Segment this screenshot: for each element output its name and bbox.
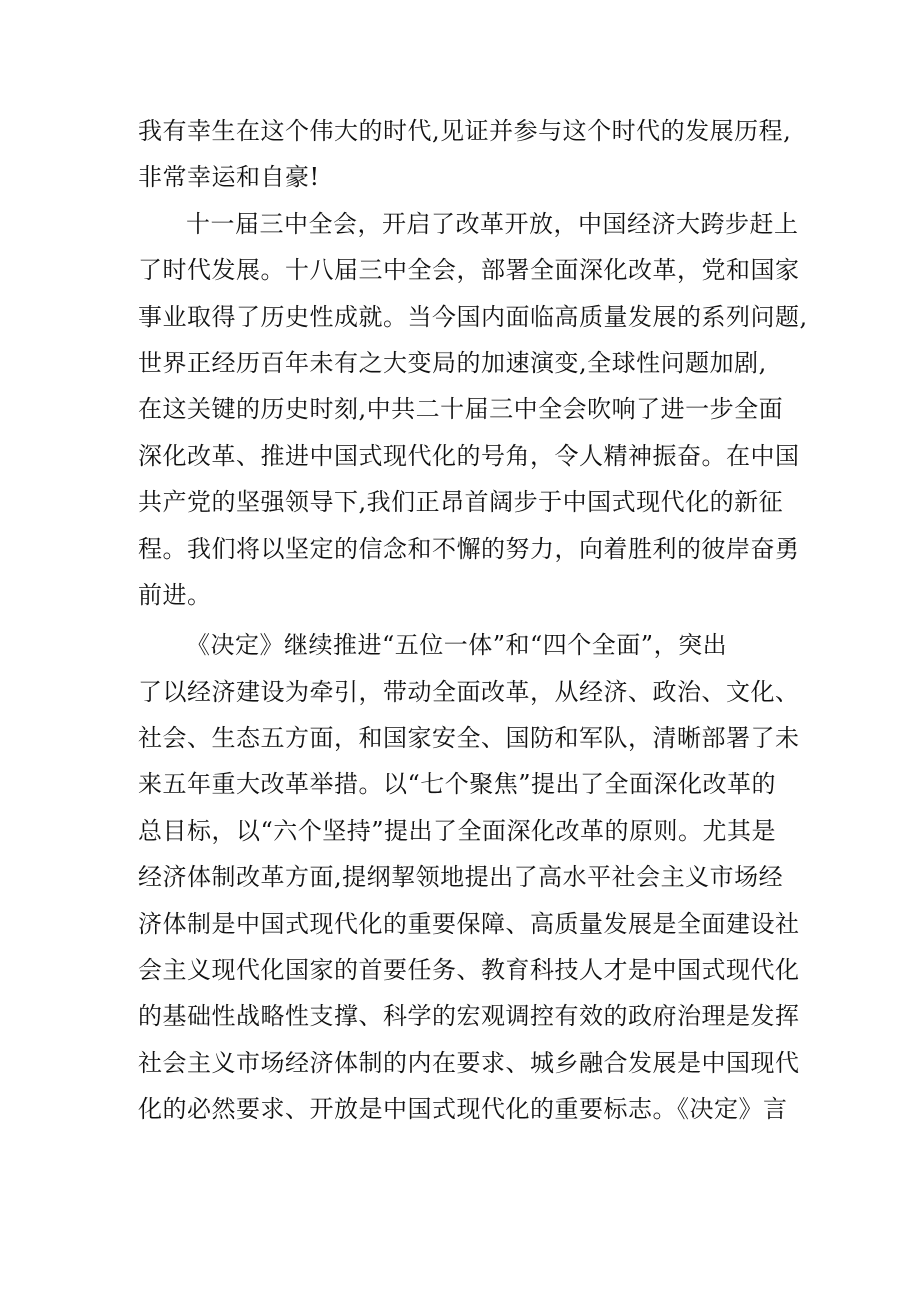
text-line: 深化改革、推进中国式现代化的号角，令人精神振奋。在中国: [138, 441, 800, 470]
text-line: 社会主义市场经济体制的内在要求、城乡融合发展是中国现代: [138, 1048, 800, 1077]
text-line: 总目标，以“六个坚持”提出了全面深化改革的原则。尤其是: [138, 816, 777, 845]
text-line: 我有幸生在这个伟大的时代,见证并参与这个时代的发展历程,: [138, 117, 792, 145]
text-line: 程。我们将以坚定的信念和不懈的努力，向着胜利的彼岸奋勇: [138, 534, 800, 563]
document-body: [138, 108, 808, 1133]
text-line: 世界正经历百年未有之大变局的加速演变,全球性问题加剧,: [138, 348, 767, 377]
text-line: 共产党的坚强领导下,我们正昂首阔步于中国式现代化的新征: [138, 488, 784, 517]
text-line: 来五年重大改革举措。以“七个聚焦”提出了全面深化改革的: [138, 770, 777, 799]
text-line: 非常幸运和自豪!: [138, 163, 320, 192]
text-line: 了时代发展。十八届三中全会，部署全面深化改革，党和国家: [138, 256, 800, 285]
text-line: 经济体制改革方面,提纲挈领地提出了高水平社会主义市场经: [138, 863, 784, 892]
text-line: 前进。: [138, 580, 212, 609]
paragraph-3: [138, 622, 798, 1132]
text-line: 社会、生态五方面，和国家安全、国防和军队，清晰部署了未: [138, 724, 800, 753]
paragraph-2: [138, 201, 808, 619]
text-line: 十一届三中全会，开启了改革开放，中国经济大跨步赶上: [186, 209, 799, 238]
text-line: 《决定》继续推进“五位一体”和“四个全面”，突出: [186, 631, 728, 660]
text-line: 化的必然要求、开放是中国式现代化的重要标志。《决定》言: [138, 1095, 788, 1124]
paragraph-1: [138, 108, 798, 201]
text-line: 了以经济建设为牵引，带动全面改革，从经济、政治、文化、: [138, 677, 800, 706]
text-line: 的基础性战略性支撑、科学的宏观调控有效的政府治理是发挥: [138, 1002, 800, 1031]
text-line: 会主义现代化国家的首要任务、教育科技人才是中国式现代化: [138, 956, 800, 985]
text-line: 济体制是中国式现代化的重要保障、高质量发展是全面建设社: [138, 909, 800, 938]
text-line: 事业取得了历史性成就。当今国内面临高质量发展的系列问题,: [138, 302, 808, 331]
text-line: 在这关键的历史时刻,中共二十届三中全会吹响了进一步全面: [138, 395, 784, 424]
